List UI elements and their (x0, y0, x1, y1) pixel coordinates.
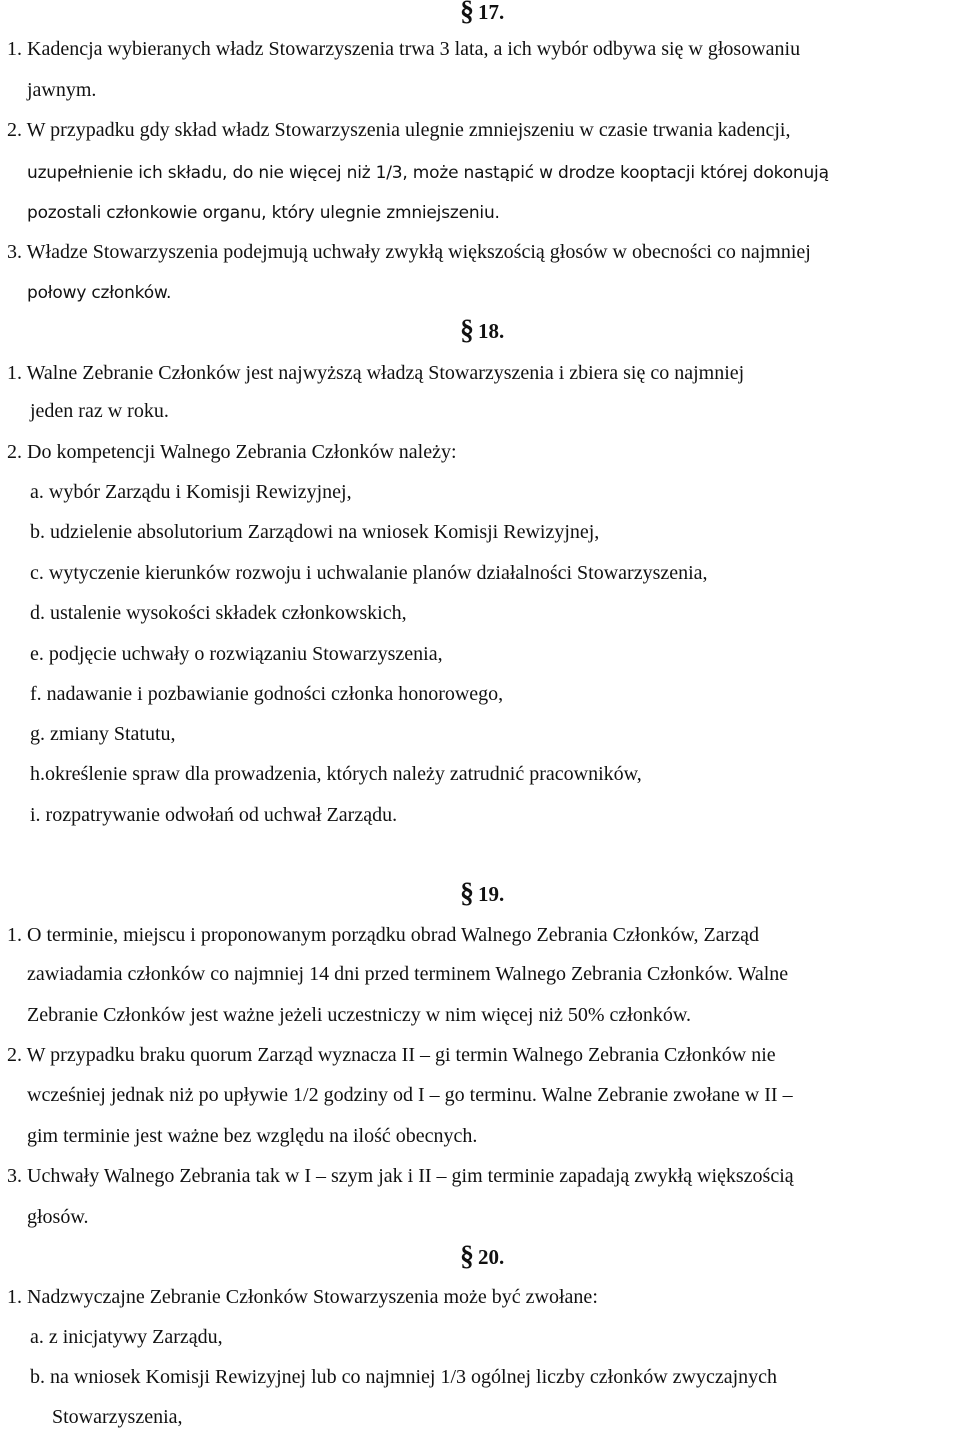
section-heading-17: § 17. (460, 0, 504, 24)
list-item: h.określenie spraw dla prowadzenia, których należy zatrudnić pracowników, (30, 763, 642, 785)
list-item: f. nadawanie i pozbawianie godności członka honorowego, (30, 683, 504, 705)
paragraph-line: połowy członków. (27, 283, 172, 303)
paragraph-line: 2. W przypadku braku quorum Zarząd wyznacza II – gi termin Walnego Zebrania Członków nie (7, 1044, 776, 1066)
paragraph-line: 1. Walne Zebranie Członków jest najwyższą władzą Stowarzyszenia i zbiera się co najmniej (7, 362, 745, 384)
list-item: b. udzielenie absolutorium Zarządowi na wniosek Komisji Rewizyjnej, (30, 521, 600, 543)
paragraph-line: 1. O terminie, miejscu i proponowanym porządku obrad Walnego Zebrania Członków, Zarząd (7, 924, 760, 946)
list-item: a. z inicjatywy Zarządu, (30, 1326, 223, 1348)
list-item: g. zmiany Statutu, (30, 723, 176, 745)
paragraph-line: uzupełnienie ich składu, do nie więcej niż 1/3, może nastąpić w drodze kooptacji której dokonują (27, 163, 829, 183)
section-sign: § (460, 1241, 474, 1272)
section-heading-18: § 18. (460, 315, 505, 346)
section-sign: § (460, 878, 474, 909)
paragraph-line: jawnym. (27, 79, 97, 101)
paragraph-line: pozostali członkowie organu, który ulegnie zmniejszeniu. (27, 203, 500, 223)
paragraph-line: 2. Do kompetencji Walnego Zebrania Członków należy: (7, 441, 457, 463)
section-heading-20: § 20. (460, 1241, 505, 1272)
paragraph-line: zawiadamia członków co najmniej 14 dni przed terminem Walnego Zebrania Członków. Walne (27, 963, 789, 985)
paragraph-line: Stowarzyszenia, (52, 1406, 183, 1428)
list-item: a. wybór Zarządu i Komisji Rewizyjnej, (30, 481, 352, 503)
paragraph-line: Zebranie Członków jest ważne jeżeli uczestniczy w nim więcej niż 50% członków. (27, 1004, 692, 1026)
paragraph-line: 3. Uchwały Walnego Zebrania tak w I – szym jak i II – gim terminie zapadają zwykłą większością (7, 1165, 794, 1187)
list-item: c. wytyczenie kierunków rozwoju i uchwalanie planów działalności Stowarzyszenia, (30, 562, 708, 584)
paragraph-line: 2. W przypadku gdy skład władz Stowarzyszenia ulegnie zmniejszeniu w czasie trwania kadencji, (7, 119, 791, 141)
section-sign: § (460, 315, 474, 346)
list-item: i. rozpatrywanie odwołań od uchwał Zarządu. (30, 804, 398, 826)
section-heading-19: § 19. (460, 878, 505, 909)
paragraph-line: 3. Władze Stowarzyszenia podejmują uchwały zwykłą większością głosów w obecności co najmniej (7, 241, 811, 263)
paragraph-line: jeden raz w roku. (30, 400, 169, 422)
list-item: b. na wniosek Komisji Rewizyjnej lub co najmniej 1/3 ogólnej liczby członków zwyczajnych (30, 1366, 778, 1388)
paragraph-line: gim terminie jest ważne bez względu na ilość obecnych. (27, 1125, 478, 1147)
list-item: e. podjęcie uchwały o rozwiązaniu Stowarzyszenia, (30, 643, 443, 665)
paragraph-line: wcześniej jednak niż po upływie 1/2 godziny od I – go terminu. Walne Zebranie zwołane w II – (27, 1084, 793, 1106)
section-sign: § (460, 0, 474, 27)
list-item: d. ustalenie wysokości składek członkowskich, (30, 602, 407, 624)
paragraph-line: 1. Nadzwyczajne Zebranie Członków Stowarzyszenia może być zwołane: (7, 1286, 598, 1308)
paragraph-line: 1. Kadencja wybieranych władz Stowarzyszenia trwa 3 lata, a ich wybór odbywa się w głosowaniu (7, 38, 801, 60)
paragraph-line: głosów. (27, 1206, 89, 1228)
